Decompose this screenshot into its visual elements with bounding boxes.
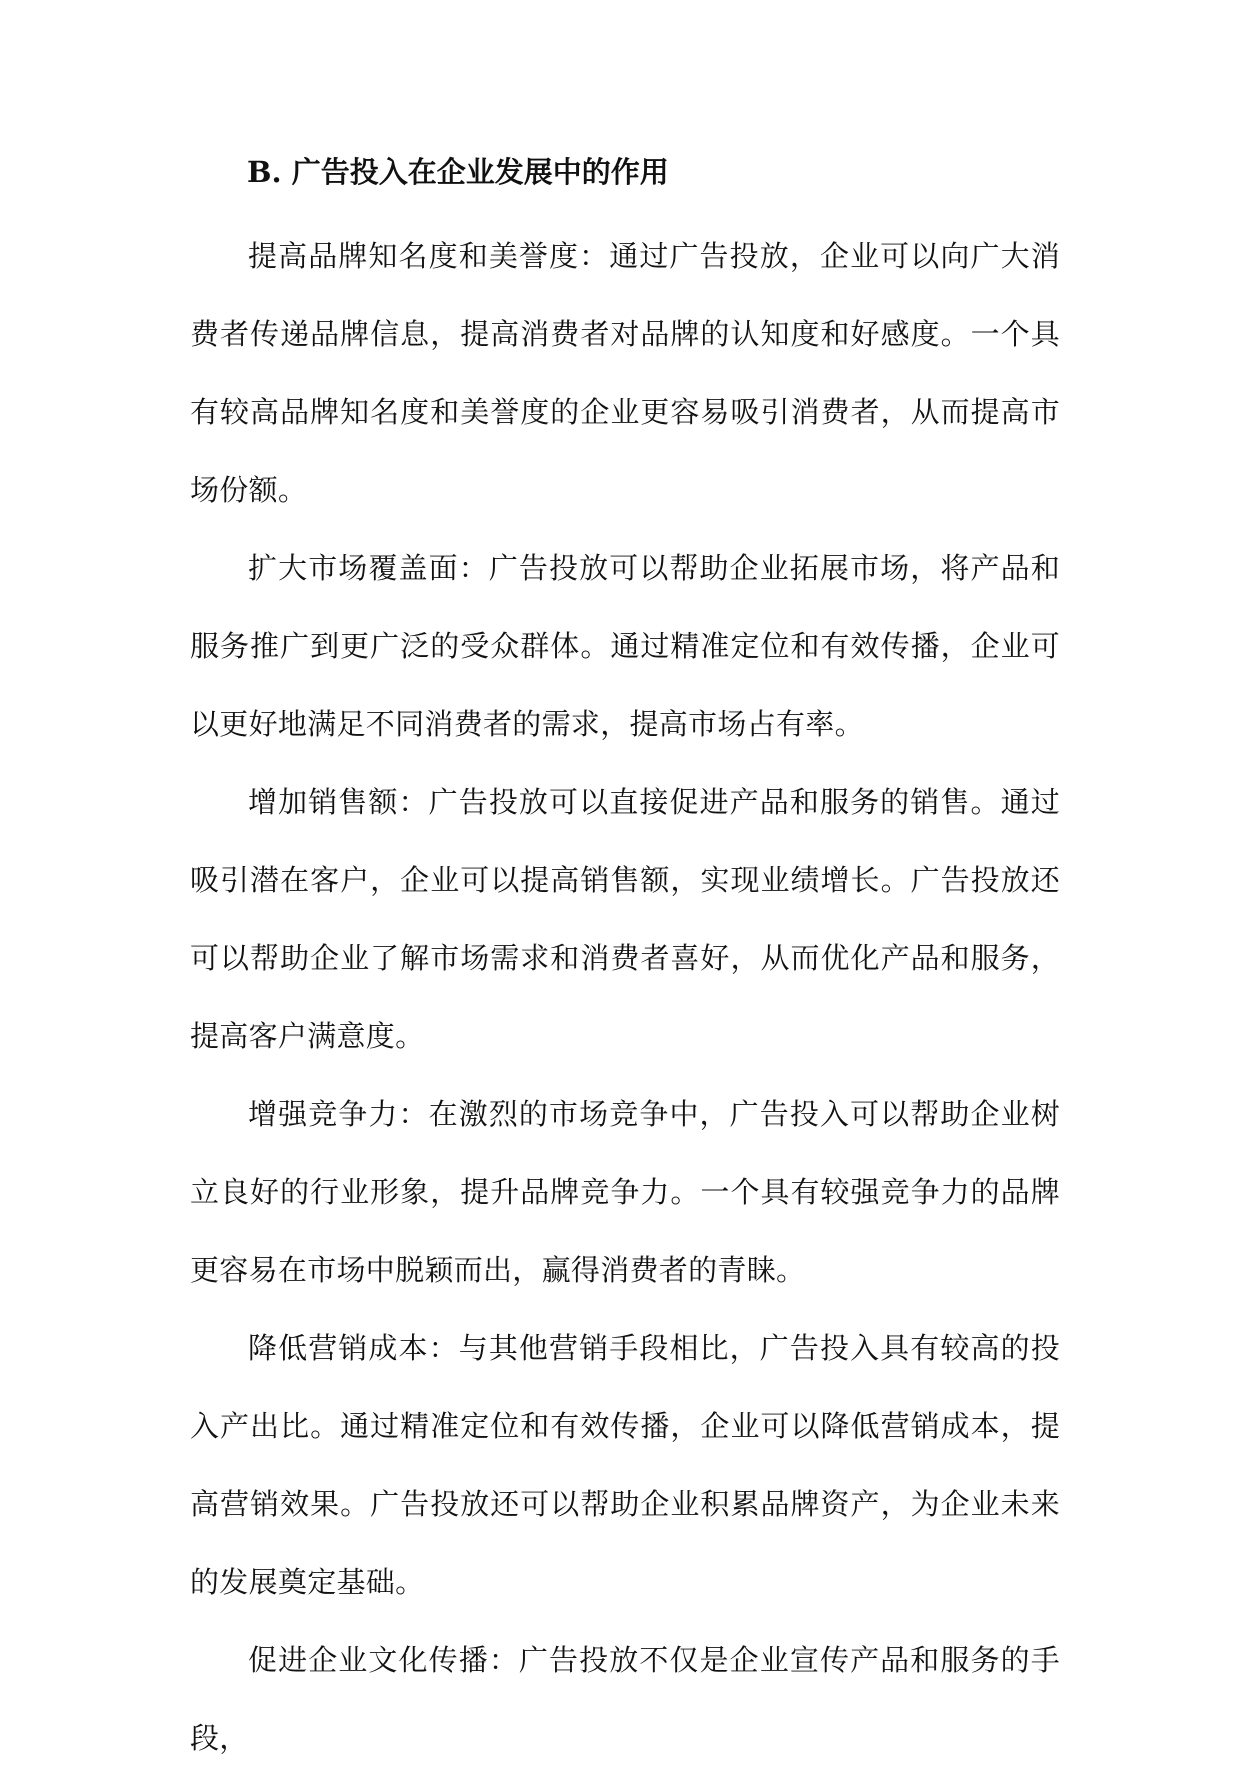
paragraph-sales-growth: 增加销售额：广告投放可以直接促进产品和服务的销售。通过吸引潜在客户，企业可以提高销售额，实现业绩增长。广告投放还可以帮助企业了解市场需求和消费者喜好，从而优化产品和服务，提高客户满意度。 — [190, 785, 1060, 1053]
paragraph-market-coverage: 扩大市场覆盖面：广告投放可以帮助企业拓展市场，将产品和服务推广到更广泛的受众群体。通过精准定位和有效传播，企业可以更好地满足不同消费者的需求，提高市场占有率。 — [190, 551, 1060, 741]
section-heading: B. 广告投入在企业发展中的作用 — [247, 155, 669, 189]
paragraph-competitiveness: 增强竞争力：在激烈的市场竞争中，广告投入可以帮助企业树立良好的行业形象，提升品牌竞争力。一个具有较强竞争力的品牌更容易在市场中脱颖而出，赢得消费者的青睐。 — [190, 1097, 1060, 1287]
paragraph-brand-awareness: 提高品牌知名度和美誉度：通过广告投放，企业可以向广大消费者传递品牌信息，提高消费者对品牌的认知度和好感度。一个具有较高品牌知名度和美誉度的企业更容易吸引消费者，从而提高市场份额。 — [190, 239, 1060, 507]
paragraph-corporate-culture: 促进企业文化传播：广告投放不仅是企业宣传产品和服务的手段， — [190, 1643, 1060, 1755]
paragraph-marketing-cost: 降低营销成本：与其他营销手段相比，广告投入具有较高的投入产出比。通过精准定位和有效传播，企业可以降低营销成本，提高营销效果。广告投放还可以帮助企业积累品牌资产，为企业未来的发展奠定基础。 — [190, 1331, 1060, 1599]
document-body — [190, 145, 1060, 1777]
